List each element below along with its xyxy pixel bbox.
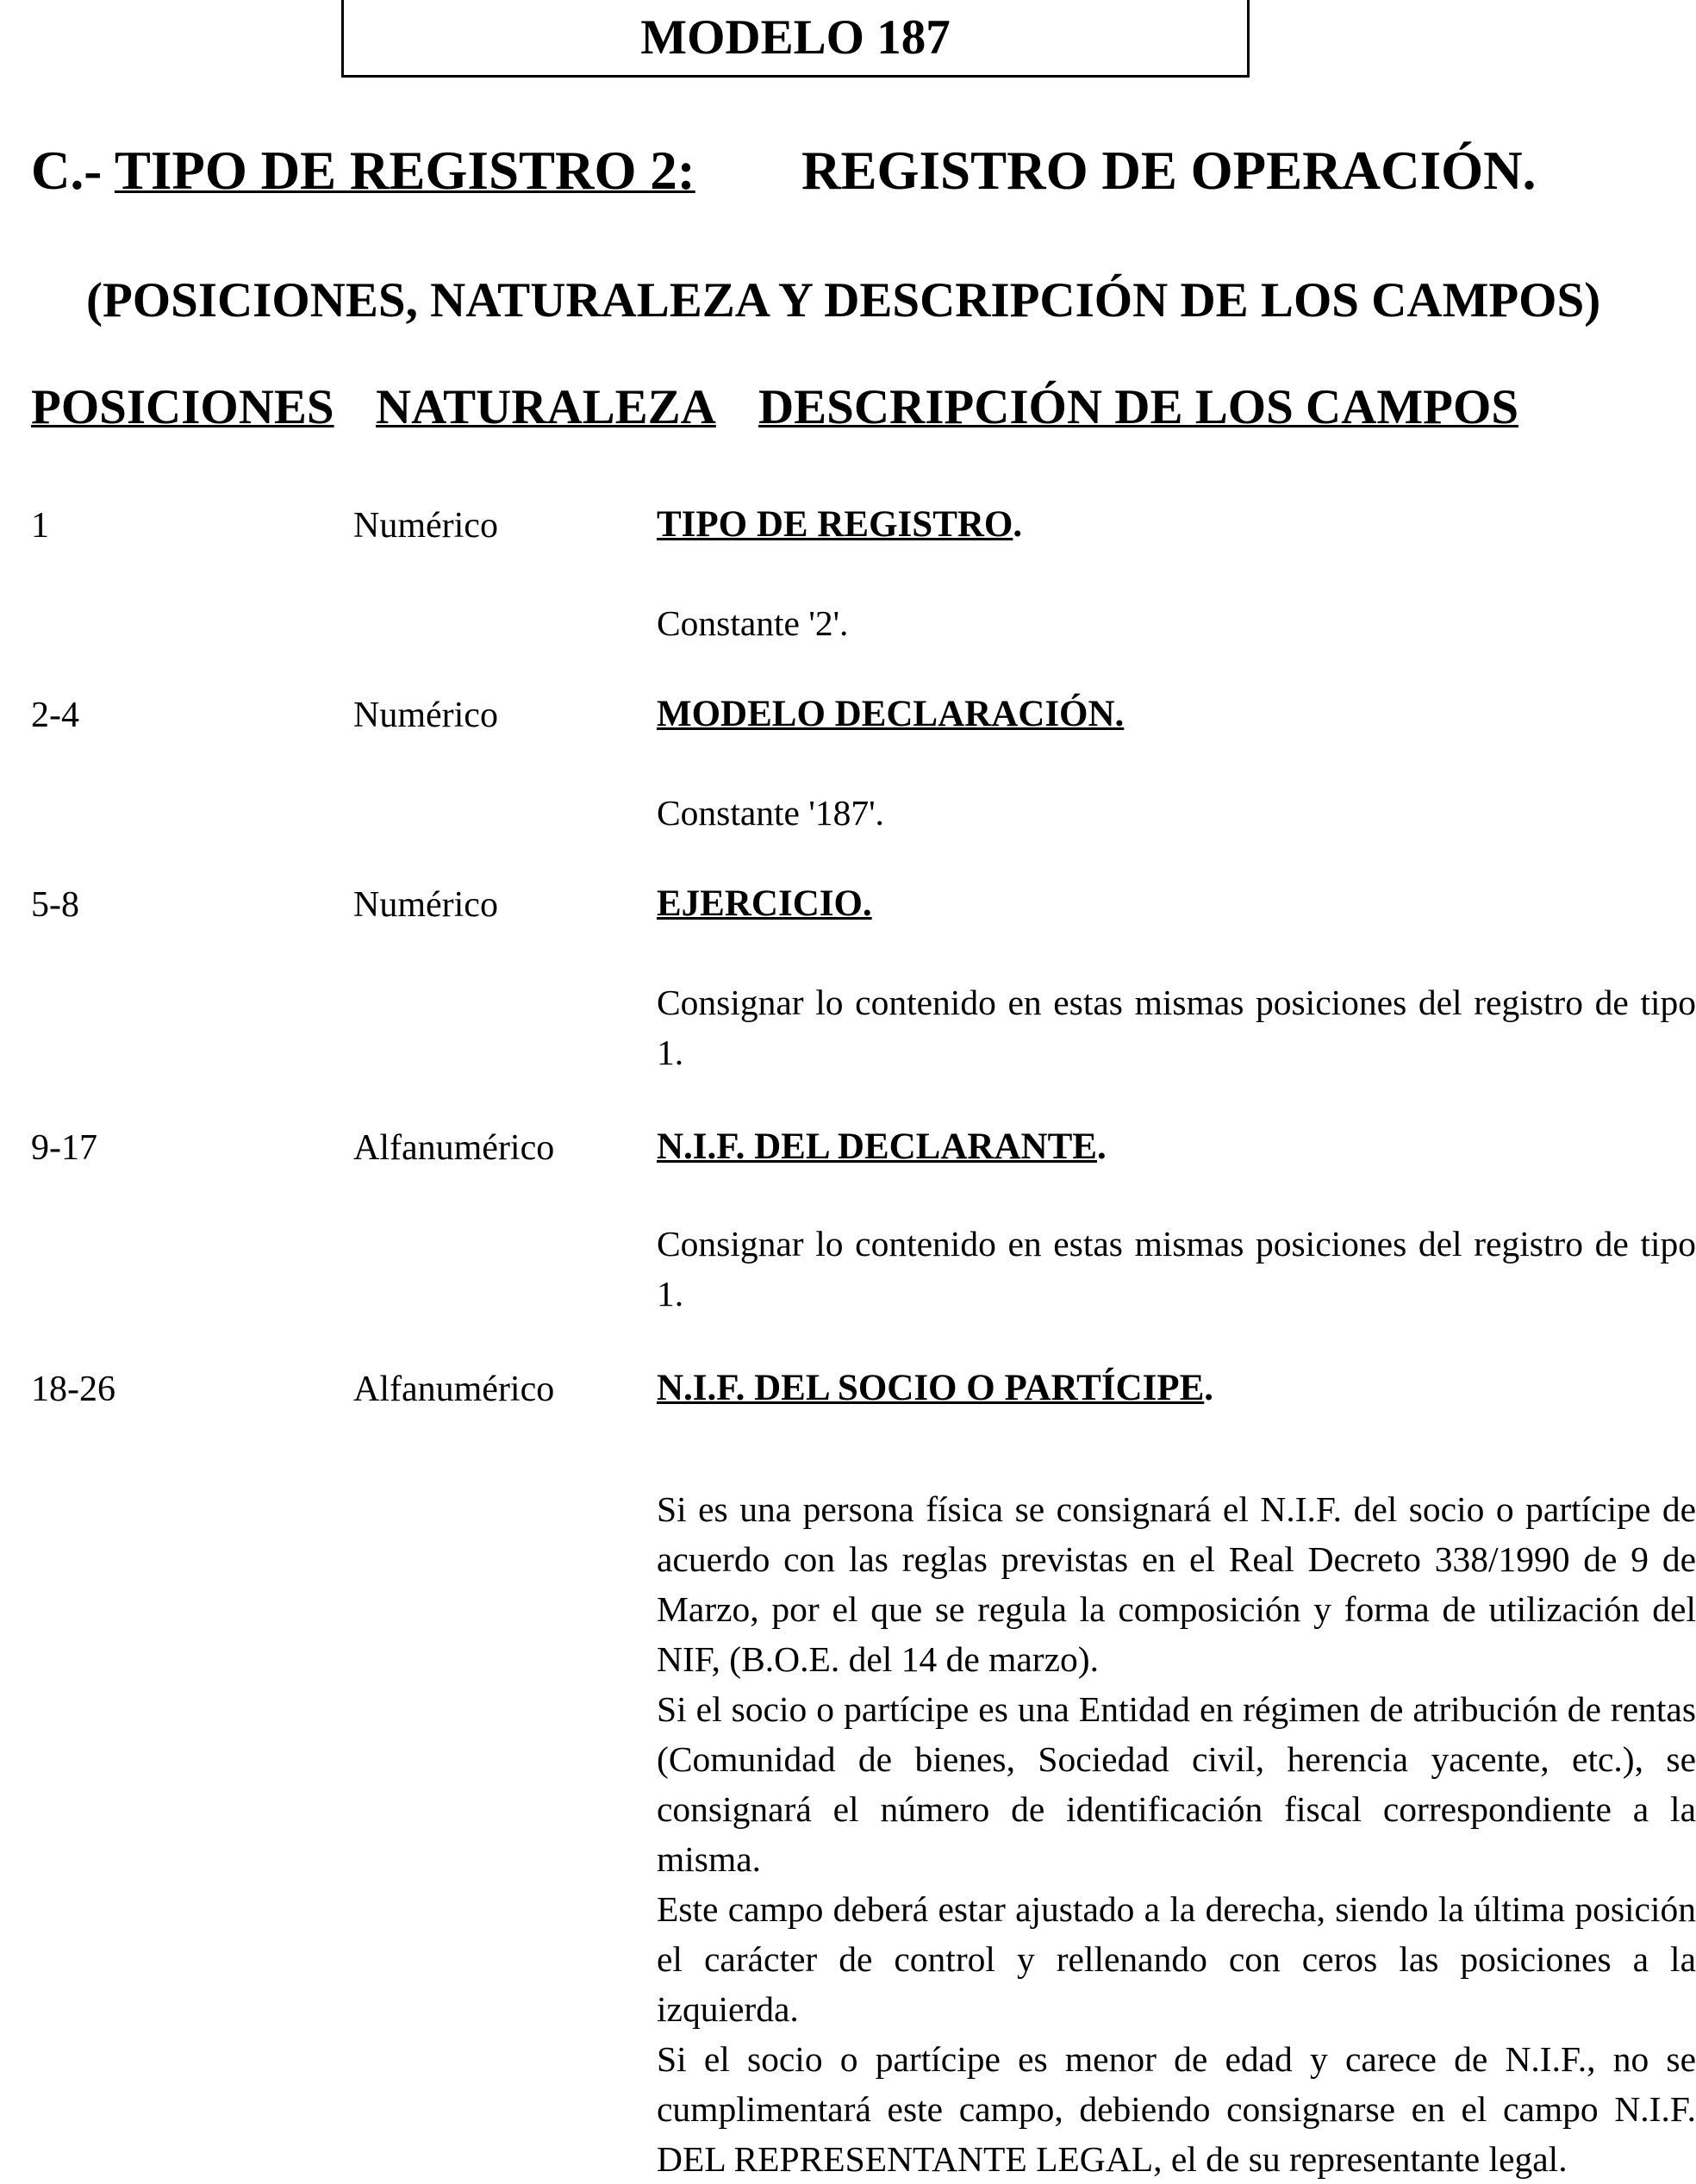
field-position: 5-8 [31, 885, 79, 925]
document-title: MODELO 187 [341, 0, 1250, 78]
field-name-suffix: . [1204, 1368, 1214, 1408]
field-nature: Numérico [353, 885, 498, 925]
field-name [657, 1126, 1107, 1168]
field-nature: Numérico [353, 696, 498, 735]
section-record-name: REGISTRO DE OPERACIÓN. [801, 140, 1537, 201]
field-name [657, 883, 872, 925]
field-name-text: EJERCICIO. [657, 883, 872, 924]
field-name-suffix: . [1096, 1126, 1107, 1167]
field-position: 9-17 [31, 1128, 97, 1168]
field-name-text: N.I.F. DEL DECLARANTE [657, 1126, 1097, 1167]
description-paragraph: Consignar lo contenido en estas mismas posiciones del registro de tipo 1. [657, 1224, 1696, 1314]
field-name [657, 693, 1124, 735]
field-name-text: TIPO DE REGISTRO [657, 504, 1013, 545]
field-name-suffix: . [1013, 504, 1023, 545]
field-description [657, 1219, 1696, 1319]
description-paragraph: Constante '187'. [657, 793, 884, 833]
field-description [657, 788, 1696, 838]
description-paragraph: Si es una persona física se consignará el N.I.F. del socio o partícipe de acuerdo con las reglas previstas en el Real Decreto 338/1990 de 9 de Marzo, por el que se regula la composición y forma de utilización del NIF, (B.O.E. del 14 de marzo). [657, 1489, 1696, 1679]
field-nature: Numérico [353, 506, 498, 546]
description-paragraph: Si el socio o partícipe es menor de edad y carece de N.I.F., no se cumplimentará este campo, debiendo consignarse en el campo N.I.F. DEL REPRESENTANTE LEGAL, el de su representante legal. [657, 2039, 1696, 2179]
description-paragraph: Constante '2'. [657, 603, 849, 643]
section-prefix: C.- [31, 140, 103, 201]
field-nature: Alfanumérico [353, 1128, 555, 1168]
field-description [657, 1484, 1696, 2184]
field-position: 18-26 [31, 1370, 115, 1409]
field-name-text: N.I.F. DEL SOCIO O PARTÍCIPE [657, 1368, 1205, 1408]
column-header-positions: POSICIONES [31, 380, 334, 434]
description-paragraph: Consignar lo contenido en estas mismas posiciones del registro de tipo 1. [657, 983, 1696, 1072]
column-header-nature: NATURALEZA [376, 380, 716, 434]
field-position: 1 [31, 506, 49, 546]
section-heading [31, 140, 1537, 203]
column-header-description: DESCRIPCIÓN DE LOS CAMPOS [758, 380, 1519, 434]
section-subheading: (POSICIONES, NATURALEZA Y DESCRIPCIÓN DE LOS CAMPOS) [86, 273, 1601, 328]
field-name [657, 503, 1022, 546]
field-name [657, 1367, 1213, 1409]
section-record-type: TIPO DE REGISTRO 2: [114, 140, 695, 201]
description-paragraph: Este campo deberá estar ajustado a la derecha, siendo la última posición el carácter de control y rellenando con ceros las posiciones a la izquierda. [657, 1889, 1696, 2029]
field-description [657, 977, 1696, 1077]
description-paragraph: Si el socio o partícipe es una Entidad en régimen de atribución de rentas (Comunidad de bienes, Sociedad civil, herencia yacente, etc.), se consignará el número de identificación fiscal correspondiente a la misma. [657, 1689, 1696, 1879]
field-position: 2-4 [31, 696, 79, 735]
field-description [657, 598, 1696, 648]
field-name-text: MODELO DECLARACIÓN. [657, 694, 1125, 734]
field-nature: Alfanumérico [353, 1370, 555, 1409]
